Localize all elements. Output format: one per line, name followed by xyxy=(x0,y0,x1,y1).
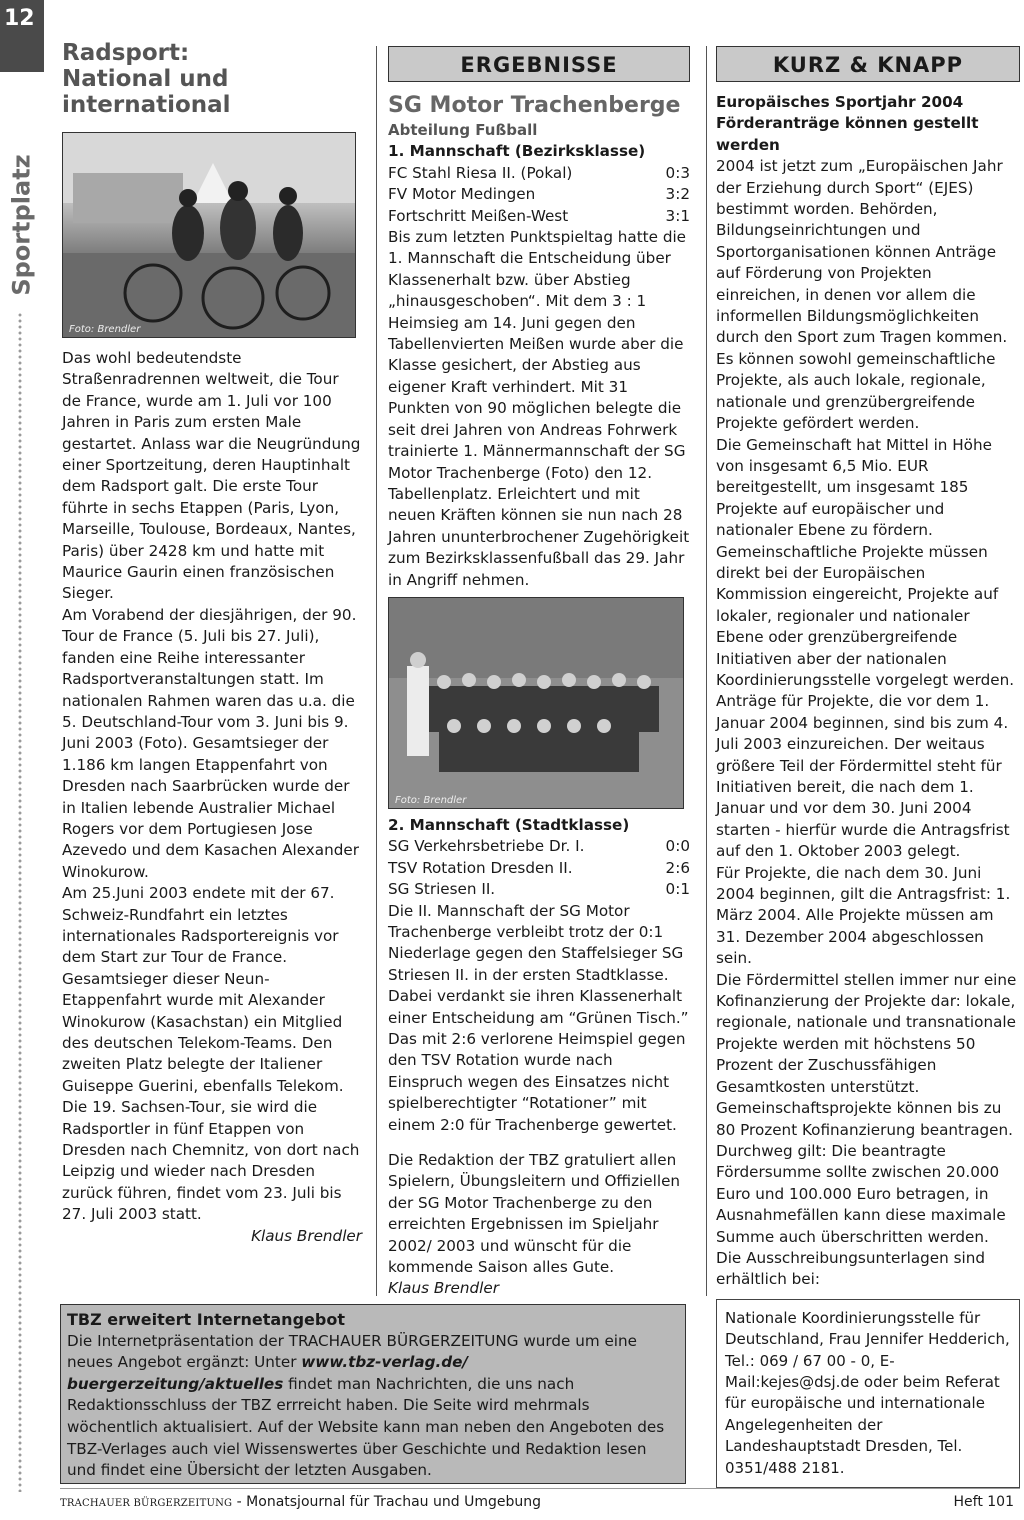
tbz-announcement-box xyxy=(60,1304,686,1484)
cyclists-photo-illustration xyxy=(63,133,356,338)
cyclists-photo xyxy=(62,132,356,338)
team2-report: Die II. Mannschaft der SG Motor Trachenberge verbleibt trotz der 0:1 Niederlage gegen den Staffelsieger SG Striesen II. in der ersten Stadtklasse. Dabei verdankt sie ihren Klassenerhalt einer Entscheidung am “Grünen Tisch.” Das mit 2:6 verlorene Heimspiel gegen den TSV Rotation wurde nach Einspruch wegen des Einsatzes nicht spielberechtigter “Rotationer” mit einem 2:0 für Trachenberge gewertet. xyxy=(388,901,689,1134)
photo-credit: Foto: Brendler xyxy=(395,794,467,806)
result-row: FV Motor Medingen 3:2 xyxy=(388,185,690,204)
paragraph: Gemeinschaftsprojekte können bis zu 80 Prozent Kofinanzierung beantragen. xyxy=(716,1099,1013,1139)
author-signature: Klaus Brendler xyxy=(388,1279,499,1298)
department-label: Abteilung Fußball xyxy=(388,121,538,139)
column-divider xyxy=(706,46,707,1296)
paragraph: Die Fördermittel stellen immer nur eine Kofinanzierung der Projekte dar: lokale, regionale, nationale und transnationale Projekte werden mit höchstens 50 Prozent der Zuschussfähigen Gesamtkosten unterstützt. xyxy=(716,970,1017,1096)
column-divider xyxy=(376,46,377,1296)
tbz-title: TBZ erweitert Internetangebot xyxy=(67,1310,345,1329)
dotted-margin-line xyxy=(18,312,22,1492)
page-number: 12 xyxy=(0,0,44,72)
team-photo-illustration xyxy=(389,598,684,809)
paragraph: Anträge für Projekte, die vor dem 1. Januar 2004 beginnen, sind bis zum 4. Juli 2003 einzureichen. Der weitaus größere Teil der Fördermittel steht für Initiativen bereit, die nach dem 1. Januar und vor dem 30. Juni 2004 starten - hierfür wurde die Antragsfrist auf den 1. Oktober 2003 gelegt. xyxy=(716,692,1010,861)
section-header-kurz-knapp: KURZ & KNAPP xyxy=(716,46,1020,82)
team1-results xyxy=(388,163,690,227)
tbz-url-link[interactable]: www.tbz-verlag.de/ buergerzeitung/aktuelles xyxy=(67,1353,468,1393)
closing-note: Die Redaktion der TBZ gratuliert allen Spielern, Übungsleitern und Offiziellen der SG Motor Trachenberge zu den erreichten Ergebnissen im Spieljahr 2002/ 2003 und wünscht für die kommende Saison alles Gute. xyxy=(388,1151,681,1277)
result-row: SG Striesen II. 0:1 xyxy=(388,880,690,899)
author-signature: Klaus Brendler xyxy=(251,1226,362,1245)
article-title: Radsport: National und international xyxy=(62,40,231,118)
tbz-text: Die Internetpräsentation der TRACHAUER BÜRGERZEITUNG wurde um eine neues Angebot ergänzt: Unter www.tbz-verlag.de/ buergerzeitung/aktuelles findet man Nachrichten, die uns nach Redaktionsschluss der TBZ errreicht haben. Die Seite wird mehrmals wöchentlich aktualisiert. Auf der Website kann man neben den Angeboten des TBZ-Verlages auch viel Wissenswertes über Geschichte und Redaktion lesen und findet eine Übersicht der letzten Ausgaben. xyxy=(67,1331,665,1480)
result-row: SG Verkehrsbetriebe Dr. I. 0:0 xyxy=(388,837,690,856)
club-title: SG Motor Trachenberge xyxy=(388,93,681,118)
contact-box: Nationale Koordinierungsstelle für Deutschland, Frau Jennifer Hedderich, Tel.: 069 / 67 00 - 0, E-Mail:kejes@dsj.de oder beim Referat für europäische und internationale Angelegenheiten der Landeshauptstadt Dresden, Tel. 0351/488 2181. xyxy=(716,1299,1020,1488)
article-title: Europäisches Sportjahr 2004 Förderanträge können gestellt werden xyxy=(716,93,979,154)
paragraph: Die 19. Sachsen-Tour, sie wird die Radsportler in fünf Etappen von Dresden nach Chemnitz, von dort nach Leipzig und wieder nach Dresden zurück führen, findet vom 23. Juli bis 27. Juli 2003 statt. xyxy=(62,1098,360,1224)
result-row: TSV Rotation Dresden II. 2:6 xyxy=(388,858,690,877)
paragraph: 2004 ist jetzt zum „Europäischen Jahr der Erziehung durch Sport“ (EJES) bestimmt worden. Behörden, Bildungseinrichtungen und Sportorganisationen können Anträge auf Förderung von Projekten einreichen, in denen vor allem die informellen Bildungsmöglichkeiten durch den Sport zum Tragen kommen. Es können sowohl gemeinschaftliche Projekte, als auch lokale, regionale, nationale und grenzübergreifende Projekte gefördert werden. xyxy=(716,157,1008,433)
team1-report: Bis zum letzten Punktspieltag hatte die 1. Mannschaft die Entscheidung über Klassenerhalt bzw. über Abstieg „hinausgeschoben“. Mit dem 3 : 1 Heimsieg am 14. Juni gegen den Tabellenvierten Meißen wurde aber die Klasse gesichert, der Abstieg aus eigener Kraft verhindert. Mit 31 Punkten von 90 möglichen belegte die seit drei Jahren von Andreas Fohrwerk trainierte 1. Männermannschaft der SG Motor Trachenberge (Foto) den 12. Tabellenplatz. Erleichtert und mit neuen Kräften können sie nun nach 28 Jahren ununterbrochener Zugehörigkeit zum Bezirksklassenfußball das 29. Jahr in Angriff nehmen. xyxy=(388,228,690,589)
paragraph: Die Gemeinschaft hat Mittel in Höhe von insgesamt 6,5 Mio. EUR bereitgestellt, um insgesamt 185 Projekte auf europäischer und nationaler Ebene zu fördern. Gemeinschaftliche Projekte müssen direkt bei der Europäischen Kommission eingereicht, Projekte auf lokaler, regionaler und nationaler Ebene oder grenzübergreifende Initiativen aber der nationalen Koordinierungsstelle vorgelegt werden. xyxy=(716,435,1015,689)
paragraph: Die Ausschreibungsunterlagen sind erhältlich bei: xyxy=(716,1248,985,1289)
paragraph: Am 25.Juni 2003 endete mit der 67. Schweiz-Rundfahrt ein letztes internationales Radsportereignis vor dem Start zur Tour de France. Gesamtsieger dieser Neun-Etappenfahrt wurde mit Alexander Winokurow (Kasachstan) ein Mitglied des deutschen Telekom-Teams. Den zweiten Platz belegte der Italiener Guiseppe Guerini, ebenfalls Telekom. xyxy=(62,884,344,1095)
section-header-ergebnisse: ERGEBNISSE xyxy=(388,46,690,82)
photo-credit: Foto: Brendler xyxy=(69,324,141,335)
paragraph: Für Projekte, die nach dem 30. Juni 2004 beginnen, gilt die Antragsfrist: 1. März 2004. Alle Projekte müssen am 31. Dezember 2004 abgeschlossen sein. xyxy=(716,863,1011,968)
result-row: FC Stahl Riesa II. (Pokal) 0:3 xyxy=(388,163,690,182)
footer-divider xyxy=(60,1488,1020,1489)
issue-number: Heft 101 xyxy=(953,1494,1014,1510)
article-radsport xyxy=(62,40,362,1247)
kurz-knapp-column xyxy=(716,46,1020,1488)
team1-title: 1. Mannschaft (Bezirksklasse) xyxy=(388,142,646,161)
result-row: Fortschritt Meißen-West 3:1 xyxy=(388,206,690,225)
footer xyxy=(60,1494,1020,1510)
section-label: Sportplatz xyxy=(8,154,36,296)
footer-tagline: - Monatsjournal für Trachau und Umgebung xyxy=(232,1494,541,1510)
team2-title: 2. Mannschaft (Stadtklasse) xyxy=(388,815,630,834)
paragraph: Am Vorabend der diesjährigen, der 90. Tour de France (5. Juli bis 27. Juli), fanden eine Reihe interessanter Radsportveranstaltungen statt. Im nationalen Rahmen waren das u.a. die 5. Deutschland-Tour vom 3. Juni bis 9. Juni 2003 (Foto). Gesamtsieger der 1.186 km langen Etappenfahrt von Dresden nach Saarbrücken wurde der in Italien lebende Australier Michael Rogers vor dem Portugiesen Jose Azevedo und dem Kasachen Alexander Winokurow. xyxy=(62,605,359,881)
footer-brand: TRACHAUER BÜRGERZEITUNG xyxy=(60,1498,233,1509)
results-column xyxy=(388,46,690,1300)
team-photo xyxy=(388,597,684,809)
paragraph: Durchweg gilt: Die beantragte Fördersumme sollte zwischen 20.000 Euro und 100.000 Euro betragen, in Ausnahmefällen kann diese maximale Summe auch überschritten werden. xyxy=(716,1141,1006,1246)
paragraph: Das wohl bedeutendste Straßenradrennen weltweit, die Tour de France, wurde am 1. Juli vor 100 Jahren in Paris zum ersten Male gestartet. Anlass war die Neugründung einer Sportzeitung, deren Hauptinhalt dem Radsport galt. Die erste Tour führte in sechs Etappen (Paris, Lyon, Marseille, Toulouse, Bordeaux, Nantes, Paris) über 2428 km und hatte mit Maurice Gaurin einen französischen Sieger. xyxy=(62,349,361,603)
team2-results xyxy=(388,836,690,900)
